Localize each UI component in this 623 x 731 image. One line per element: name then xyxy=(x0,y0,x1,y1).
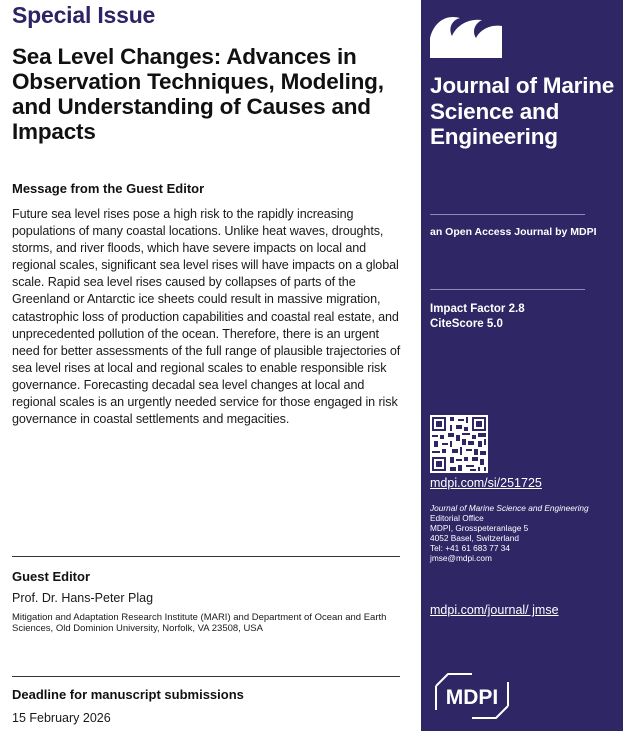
deadline-date: 15 February 2026 xyxy=(12,711,111,725)
guest-editor-affiliation: Mitigation and Adaptation Research Institute (MARI) and Department of Ocean and Earth Sciences, Old Dominion University, Norfolk, VA 23508, USA xyxy=(12,612,387,634)
office-journal-name: Journal of Marine Science and Engineering xyxy=(430,503,589,513)
office-line: Tel: +41 61 683 77 34 xyxy=(430,543,511,553)
open-access-note: an Open Access Journal by MDPI xyxy=(430,226,597,238)
citescore: CiteScore 5.0 xyxy=(430,317,503,330)
office-line: Editorial Office xyxy=(430,513,484,523)
message-heading: Message from the Guest Editor xyxy=(12,181,205,196)
qr-code-icon[interactable] xyxy=(430,415,488,473)
office-email[interactable]: jmse@mdpi.com xyxy=(430,553,492,563)
mdpi-logo-text: MDPI xyxy=(445,686,499,709)
divider xyxy=(12,676,400,677)
guest-editor-heading: Guest Editor xyxy=(12,569,91,584)
deadline-heading: Deadline for manuscript submissions xyxy=(12,687,244,702)
divider xyxy=(12,556,400,557)
journal-metrics xyxy=(430,302,525,331)
mdpi-logo xyxy=(430,670,514,722)
journal-link[interactable]: mdpi.com/journal/ jmse xyxy=(430,603,559,617)
office-line: MDPI, Grosspeteranlage 5 xyxy=(430,523,529,533)
editorial-office xyxy=(430,503,615,563)
guest-editor-name: Prof. Dr. Hans-Peter Plag xyxy=(12,591,154,605)
special-issue-label: Special Issue xyxy=(12,2,156,28)
office-line: 4052 Basel, Switzerland xyxy=(430,533,520,543)
special-issue-link[interactable]: mdpi.com/si/251725 xyxy=(430,476,542,490)
impact-factor: Impact Factor 2.8 xyxy=(430,303,525,315)
journal-sidebar xyxy=(421,0,623,731)
journal-title: Journal of Marine Science and Engineering xyxy=(430,73,615,149)
wave-icon xyxy=(430,8,502,58)
message-body: Future sea level rises pose a high risk to the rapidly increasing populations of many coastal locations. Unlike heat waves, droughts, storms, and river floods, which have severe impacts on local and regional scales, significant sea level rises will have impacts on a global scale. Rapid sea level rises caused by collapses of parts of the Greenland or Antarctic ice sheets could result in massive migration, catastrophic loss of production capabilities and coastal real estate, and unprecedented pollution of the ocean. Therefore, there is an urgent need for better assessments of the full range of plausible trajectories of sea level rises at local and regional scales to enable responsible risk governance. Forecasting decadal sea level changes at local and regional scales is an urgently needed service for those engaged in risk governance in coastal settlements and megacities. xyxy=(12,207,401,427)
sidebar-divider xyxy=(430,214,585,215)
page-title: Sea Level Changes: Advances in Observation Techniques, Modeling, and Understanding of Causes and Impacts xyxy=(12,44,384,144)
sidebar-divider xyxy=(430,289,585,290)
